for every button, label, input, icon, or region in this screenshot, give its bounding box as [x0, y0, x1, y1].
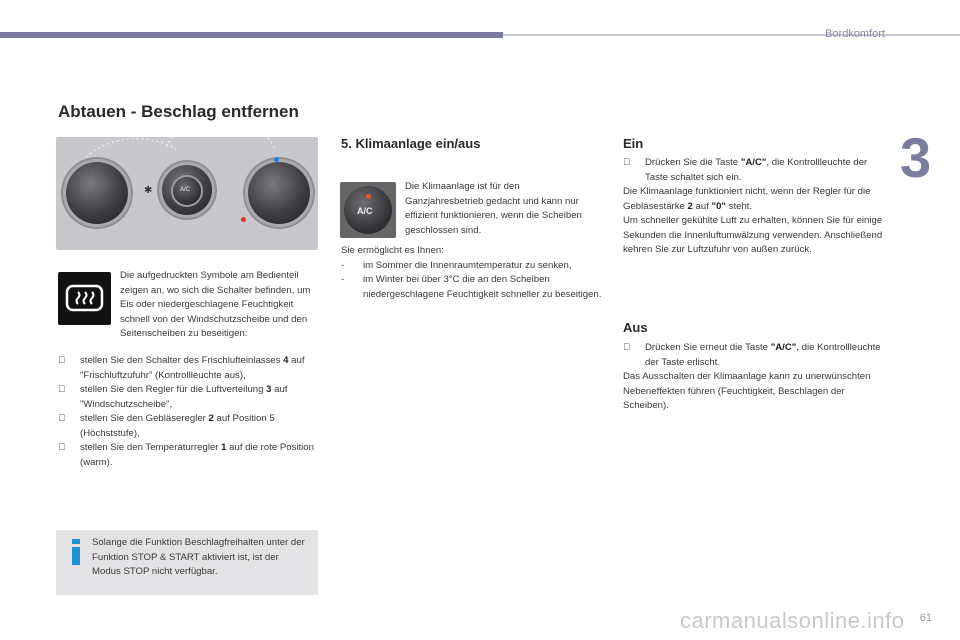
- section-name: Bordkomfort: [825, 28, 885, 40]
- page-number: 61: [919, 612, 932, 624]
- list-item: Drücken Sie die Taste "A/C", die Kontrollleuchte der Taste schaltet sich ein.: [645, 157, 868, 183]
- air-distribution-knob: [248, 162, 310, 224]
- ac-label: A/C: [180, 187, 191, 193]
- list-item: - im Sommer die Innenraumtemperatur zu senken,: [341, 259, 572, 271]
- left-intro: Die aufgedruckten Symbole am Bedienteil zeigen an, wo sich die Schalter befinden, um Eis oder niedergeschlagene Feuchtigkeit schnell von der Windschutzscheibe und den Seitenscheiben zu beseitigen:: [120, 270, 311, 339]
- red-marker-dot: [241, 217, 246, 222]
- header-bar: [0, 32, 503, 38]
- control-panel-illustration: [56, 137, 318, 250]
- ac-button-photo: [340, 182, 396, 238]
- list-item: stellen Sie den Temperaturregler 1 auf die rote Position (warm).: [80, 442, 314, 468]
- ac-photo-label: A/C: [357, 206, 373, 216]
- list-item: stellen Sie den Gebläseregler 2 auf Position 5 (Höchststufe),: [80, 413, 275, 439]
- list-item: Drücken Sie erneut die Taste "A/C", die Kontrollleuchte der Taste erlischt.: [645, 342, 881, 368]
- section-heading-off: Aus: [623, 320, 648, 335]
- blue-marker-dot: [274, 157, 279, 162]
- temperature-knob: [66, 162, 128, 224]
- on-paragraph-1: Die Klimaanlage funktioniert nicht, wenn der Regler für die Gebläsestärke 2 auf "0" steht.: [623, 186, 871, 212]
- list-item: stellen Sie den Schalter des Frischlufteinlasses 4 auf "Frischluftzufuhr" (Kontrollleuchte aus),: [80, 355, 305, 381]
- off-paragraph-1: Das Ausschalten der Klimaanlage kann zu unerwünschten Nebeneffekten führen (Feuchtigkeit, Beschlagen der Scheiben).: [623, 371, 871, 411]
- section-heading-on: Ein: [623, 136, 644, 151]
- rear-defrost-symbol: [58, 272, 111, 325]
- chapter-number: 3: [900, 126, 932, 189]
- fan-icon: ✱: [144, 185, 153, 196]
- ac-intro: Die Klimaanlage ist für den Ganzjahresbetrieb gedacht und kann nur effizient funktionieren, wenn die Scheiben geschlossen sind.: [405, 181, 582, 236]
- page-title: Abtauen - Beschlag entfernen: [58, 102, 299, 121]
- list-item: - im Winter bei über 3°C die an den Scheiben niedergeschlagene Feuchtigkeit schneller zu beseitigen.: [341, 274, 602, 300]
- ac-indicator-light: [366, 194, 371, 199]
- watermark: carmanualsonline.info: [680, 608, 905, 633]
- info-note-text: Solange die Funktion Beschlagfreihalten unter der Funktion STOP & START aktiviert ist, ist der Modus STOP nicht verfügbar.: [92, 537, 305, 577]
- on-block: [623, 156, 888, 258]
- section-heading-ac: 5. Klimaanlage ein/aus: [341, 136, 481, 151]
- info-note: [56, 530, 318, 595]
- left-bullets: [58, 354, 320, 470]
- info-icon: [70, 539, 82, 565]
- on-paragraph-2: Um schneller gekühlte Luft zu erhalten, können Sie für einige Sekunden die Innenluftumwälzung verwenden. Anschließend kehren Sie zur Luftzufuhr von außen zurück.: [623, 215, 883, 255]
- defrost-icon: [58, 272, 111, 325]
- ac-benefits: [341, 244, 606, 302]
- header-line: [503, 34, 960, 36]
- ac-lead: Sie ermöglicht es Ihnen:: [341, 245, 444, 256]
- list-item: stellen Sie den Regler für die Luftverteilung 3 auf "Windschutzscheibe",: [80, 384, 288, 410]
- off-block: [623, 341, 888, 414]
